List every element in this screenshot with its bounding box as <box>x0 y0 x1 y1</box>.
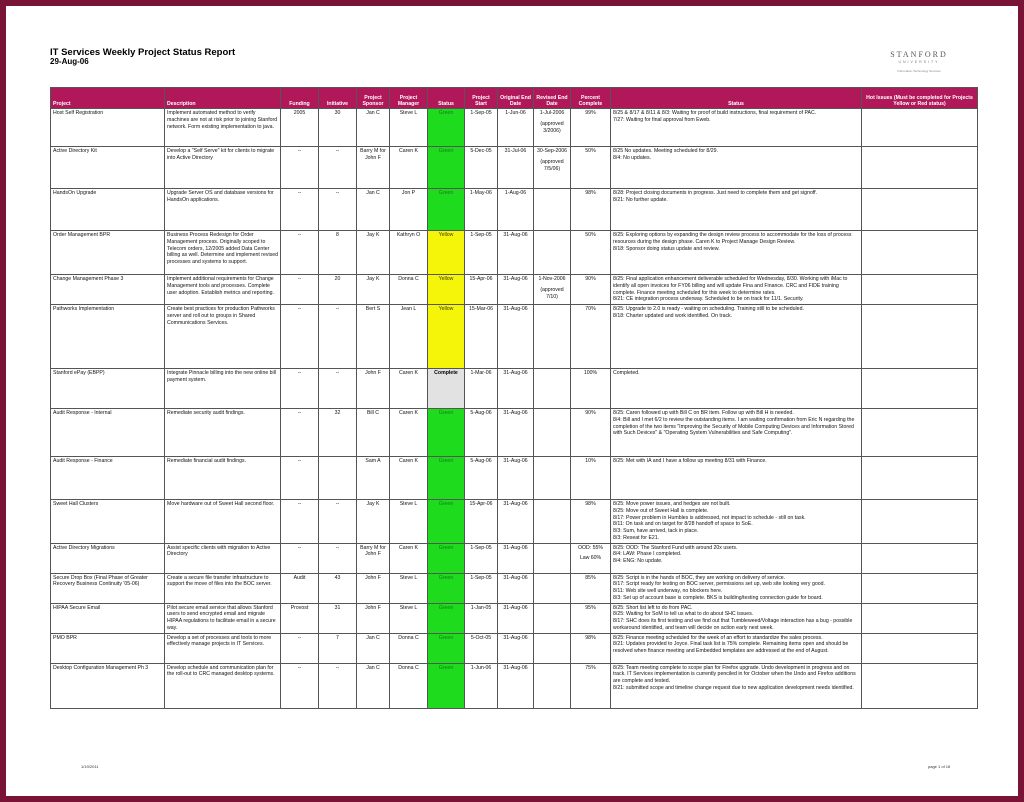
col-description: Description <box>165 88 281 109</box>
status-update-line: 8/25: Met with IA and I have a follow up meeting 8/31 with Finance. <box>613 458 767 464</box>
cell-hot-issues <box>862 189 978 231</box>
table-row <box>51 633 978 663</box>
cell-sponsor: Jan C <box>357 633 390 663</box>
cell-description: Assist specific clients with migration to Active Directory <box>165 543 281 573</box>
table-header-row <box>51 88 978 109</box>
status-update-line: 8/4: LAW: Phase I completed. <box>613 551 682 558</box>
cell-start: 5-Aug-06 <box>465 457 498 500</box>
status-update-line: 8/28: Project closing documents in progress. Just need to complete them and get signoff. <box>613 190 818 196</box>
cell-project: Audit Response - Internal <box>51 409 165 457</box>
report-date: 29-Aug-06 <box>50 57 89 66</box>
logo-wordmark: STANFORD <box>890 50 948 59</box>
cell-orig-end: 31-Aug-06 <box>498 633 534 663</box>
cell-percent <box>571 500 611 544</box>
cell-percent <box>571 369 611 409</box>
cell-manager: Jean L <box>390 305 428 369</box>
col-funding: Funding <box>281 88 319 109</box>
status-update-line: 8/4: No updates. <box>613 154 652 161</box>
cell-percent <box>571 663 611 708</box>
status-update-line: 8/25 No updates. Meeting scheduled for 8/29. <box>613 148 718 154</box>
col-percent: Percent Complete <box>571 88 611 109</box>
cell-orig-end: 31-Aug-06 <box>498 275 534 305</box>
col-rev-end: Revised End Date <box>534 88 571 109</box>
cell-sponsor: Bert S <box>357 305 390 369</box>
status-update-line: 8/21: CE integration process underway. Scheduled to be on track for 11/1. Security. <box>613 296 804 303</box>
rev-end-approval-note: (approved 7/5/06) <box>540 158 564 172</box>
col-manager: Project Manager <box>390 88 428 109</box>
cell-funding: -- <box>281 231 319 275</box>
cell-initiative: 8 <box>319 231 357 275</box>
cell-hot-issues <box>862 305 978 369</box>
cell-initiative: -- <box>319 305 357 369</box>
cell-sponsor: John F <box>357 573 390 603</box>
cell-start: 1-Sep-05 <box>465 543 498 573</box>
percent-value: 90% <box>585 276 596 282</box>
status-update-line: 8/25: Caren followed up with Bill C on BR item. Follow up with Bill H is needed. <box>613 410 794 416</box>
cell-rev-end <box>534 109 571 147</box>
cell-sponsor: Bill C <box>357 409 390 457</box>
status-update-line: 8/3: Set up of account base is complete. BKS is building/testing connection guide for board. <box>613 594 823 601</box>
cell-start: 15-Apr-06 <box>465 275 498 305</box>
cell-status-text <box>611 573 862 603</box>
status-update-line: 8/11: Web site well underway, no blockers here. <box>613 588 723 594</box>
cell-hot-issues <box>862 231 978 275</box>
cell-rev-end <box>534 543 571 573</box>
cell-rev-end <box>534 231 571 275</box>
status-update-line: 8/3: Sum, have arrived, tack in place. <box>613 528 699 534</box>
cell-manager: Caren K <box>390 369 428 409</box>
table-row <box>51 147 978 189</box>
rev-end-date: 30-Sep-2006 <box>537 148 567 154</box>
cell-status-indicator: Green <box>428 109 465 147</box>
cell-status-text <box>611 231 862 275</box>
cell-percent <box>571 189 611 231</box>
status-update-line: 8/25: Waiting for SoM to tell us what to do about SHC issues. <box>613 611 754 618</box>
footer-page-number: page 1 of 18 <box>928 764 951 769</box>
cell-manager: Steve L <box>390 500 428 544</box>
cell-hot-issues <box>862 275 978 305</box>
cell-orig-end: 1-Jun-06 <box>498 109 534 147</box>
status-update-line: 8/25: Upgrade to 2.0 is ready - waiting on scheduling. Training still to be scheduled. <box>613 306 804 312</box>
cell-rev-end <box>534 305 571 369</box>
cell-status-indicator: Green <box>428 663 465 708</box>
cell-project: Stanford ePay (EBPP) <box>51 369 165 409</box>
cell-rev-end <box>534 189 571 231</box>
cell-manager: Steve L <box>390 573 428 603</box>
cell-sponsor: Barry M for John F <box>357 147 390 189</box>
status-update-line: 8/25 & 8/17 & 8/11 & 8/3: Waiting for proof of build instructions, final requirement of PAC. <box>613 110 817 116</box>
cell-percent <box>571 231 611 275</box>
cell-project: Active Directory Migrations <box>51 543 165 573</box>
status-update-line: 8/25: OOD: The Stanford Fund with around 20x users. <box>613 544 738 551</box>
cell-status-text <box>611 275 862 305</box>
cell-status-text <box>611 543 862 573</box>
cell-status-indicator: Complete <box>428 369 465 409</box>
cell-funding: -- <box>281 543 319 573</box>
status-update-line: 8/25: Team meeting complete to scope plan for Firefox upgrade. Undo development in progress and on track. IT Services implementation is currently penciled in for October when the Undo and Firefox additions are complete and tested. <box>613 664 856 684</box>
cell-orig-end: 31-Aug-06 <box>498 603 534 633</box>
cell-funding: -- <box>281 369 319 409</box>
cell-description: Create best practices for production Pathworks server and roll out to groups in Shared Communications Services. <box>165 305 281 369</box>
col-hot-issues: Hot Issues (Must be completed for Projects Yellow or Red status) <box>862 88 978 109</box>
table-row <box>51 603 978 633</box>
status-update-line: 8/21: No further update. <box>613 196 668 203</box>
cell-rev-end <box>534 369 571 409</box>
cell-hot-issues <box>862 409 978 457</box>
cell-percent <box>571 409 611 457</box>
cell-percent <box>571 543 611 573</box>
cell-manager: Steve L <box>390 603 428 633</box>
status-update-line: 8/25: Short list left to do from PAC. <box>613 604 693 611</box>
cell-description: Remediate financial audit findings. <box>165 457 281 500</box>
cell-status-text <box>611 189 862 231</box>
cell-initiative: 43 <box>319 573 357 603</box>
rev-end-date: 1-Nov-2006 <box>538 276 566 282</box>
cell-project: Change Management Phase 3 <box>51 275 165 305</box>
status-update-line: 8/11: On task and on target for 8/28 handoff of space to SoE. <box>613 521 753 528</box>
col-sponsor: Project Sponsor <box>357 88 390 109</box>
percent-value: 50% <box>585 232 596 238</box>
cell-funding: Provost <box>281 603 319 633</box>
cell-initiative: 30 <box>319 109 357 147</box>
status-update-line: 7/27: Waiting for final approval from Eweb. <box>613 116 711 123</box>
footer-date: 1/19/2011 <box>81 764 99 769</box>
percent-value: 50% <box>585 148 596 154</box>
col-project: Project <box>51 88 165 109</box>
col-initiative: Initiative <box>319 88 357 109</box>
status-update-line: 8/17: Power problem in Humbles is addressed, not impact to schedule - still on task. <box>613 514 806 521</box>
cell-initiative: -- <box>319 147 357 189</box>
cell-orig-end: 31-Aug-06 <box>498 231 534 275</box>
col-start: Project Start <box>465 88 498 109</box>
cell-orig-end: 31-Aug-06 <box>498 457 534 500</box>
cell-start: 1-Jan-05 <box>465 603 498 633</box>
cell-manager: Donna C <box>390 275 428 305</box>
table-row <box>51 231 978 275</box>
cell-manager: Donna C <box>390 633 428 663</box>
cell-hot-issues <box>862 109 978 147</box>
cell-start: 1-Sep-05 <box>465 231 498 275</box>
cell-manager: Donna C <box>390 663 428 708</box>
cell-rev-end <box>534 457 571 500</box>
cell-project: Pathworks Implementation <box>51 305 165 369</box>
table-row <box>51 189 978 231</box>
table-row <box>51 457 978 500</box>
percent-note: Law 60% <box>579 555 602 562</box>
cell-rev-end <box>534 573 571 603</box>
cell-hot-issues <box>862 633 978 663</box>
status-update-line: 8/4: ENG: No update. <box>613 558 663 564</box>
cell-status-indicator: Green <box>428 189 465 231</box>
cell-description: Create a secure file transfer infrastructure to support the move of files into the BOC server. <box>165 573 281 603</box>
cell-hot-issues <box>862 500 978 544</box>
cell-rev-end <box>534 500 571 544</box>
cell-project: Secure Drop Box (Final Phase of Greater Recovery Business Continuity '05-06) <box>51 573 165 603</box>
table-row <box>51 543 978 573</box>
cell-hot-issues <box>862 147 978 189</box>
cell-funding: -- <box>281 147 319 189</box>
cell-project: Host Self Registration <box>51 109 165 147</box>
percent-value: 85% <box>585 574 596 581</box>
percent-value: 95% <box>585 604 596 611</box>
cell-percent <box>571 147 611 189</box>
cell-orig-end: 31-Aug-06 <box>498 573 534 603</box>
cell-funding: Audit <box>281 573 319 603</box>
cell-description: Pilot secure email service that allows Stanford users to send encrypted email and migrate HIPAA regulations to facilitate email in a secure way. <box>165 603 281 633</box>
cell-rev-end <box>534 603 571 633</box>
cell-percent <box>571 109 611 147</box>
percent-value: 99% <box>585 110 596 116</box>
cell-rev-end <box>534 409 571 457</box>
cell-status-text <box>611 305 862 369</box>
cell-status-indicator: Yellow <box>428 231 465 275</box>
cell-rev-end <box>534 663 571 708</box>
percent-value: 98% <box>585 190 596 196</box>
cell-funding: -- <box>281 457 319 500</box>
cell-percent <box>571 457 611 500</box>
status-update-line: 8/3: Reseat for E21. <box>613 534 660 541</box>
rev-end-date: 1-Jul-2006 <box>539 110 565 116</box>
cell-funding: -- <box>281 663 319 708</box>
percent-value: 100% <box>583 370 598 376</box>
cell-funding: -- <box>281 275 319 305</box>
logo-subtitle: UNIVERSITY <box>898 60 940 64</box>
cell-sponsor: Jan C <box>357 189 390 231</box>
cell-percent <box>571 305 611 369</box>
status-update-line: 8/17: Script ready for testing on BOC server, permissions set up, web site looking very good. <box>613 581 825 588</box>
percent-value: 98% <box>585 501 596 507</box>
cell-orig-end: 31-Aug-06 <box>498 500 534 544</box>
status-update-line: 8/18: Charter updated and work identified. On track. <box>613 312 733 319</box>
col-status-text: Status <box>611 88 862 109</box>
cell-project: HIPAA Secure Email <box>51 603 165 633</box>
cell-sponsor: John F <box>357 369 390 409</box>
cell-funding: -- <box>281 189 319 231</box>
cell-manager: Caren K <box>390 457 428 500</box>
table-body <box>51 109 978 709</box>
cell-project: Sweet Hall Clusters <box>51 500 165 544</box>
report-title: IT Services Weekly Project Status Report <box>50 47 236 58</box>
cell-status-indicator: Green <box>428 409 465 457</box>
table-row <box>51 409 978 457</box>
cell-funding: -- <box>281 409 319 457</box>
cell-manager: Caren K <box>390 147 428 189</box>
cell-hot-issues <box>862 369 978 409</box>
cell-start: 5-Aug-06 <box>465 409 498 457</box>
percent-value: 98% <box>585 634 596 641</box>
cell-hot-issues <box>862 573 978 603</box>
cell-project: Active Directory Kit <box>51 147 165 189</box>
status-update-line: 8/21: Updates provided to Joyce. Final task list is 75% complete. Remaining items open and should be resolved when finance meeting and Embedded templates are addressed at the end of August. <box>613 641 849 654</box>
cell-sponsor: Jan C <box>357 109 390 147</box>
report-page <box>6 6 1018 796</box>
col-status: Status <box>428 88 465 109</box>
table-row <box>51 369 978 409</box>
cell-status-text <box>611 369 862 409</box>
table-row <box>51 275 978 305</box>
cell-orig-end: 1-Aug-06 <box>498 189 534 231</box>
cell-status-text <box>611 409 862 457</box>
cell-start: 15-Mar-06 <box>465 305 498 369</box>
cell-status-indicator: Green <box>428 573 465 603</box>
percent-value: 10% <box>585 458 596 464</box>
cell-orig-end: 31-Aug-06 <box>498 663 534 708</box>
logo-dept: Information Technology Services <box>897 69 941 73</box>
cell-initiative: -- <box>319 500 357 544</box>
cell-description: Develop schedule and communication plan for the roll-out to CRC managed desktop systems. <box>165 663 281 708</box>
cell-funding: -- <box>281 305 319 369</box>
table-row <box>51 305 978 369</box>
cell-start: 15-Apr-06 <box>465 500 498 544</box>
cell-orig-end: 31-Aug-06 <box>498 409 534 457</box>
table-row <box>51 573 978 603</box>
cell-rev-end <box>534 275 571 305</box>
cell-description: Develop a "Self Serve" kit for clients to migrate into Active Directory <box>165 147 281 189</box>
cell-status-indicator: Green <box>428 457 465 500</box>
cell-status-indicator: Green <box>428 543 465 573</box>
cell-orig-end: 31-Aug-06 <box>498 543 534 573</box>
status-update-line: 8/25: Final application enhancement deliverable scheduled for Wednesday, 8/30. Working with iMac to identify all open invoices for FY06 billing and will update Fina and Finance. CRC and FIDE training complete. Finance meeting scheduled for this week to determine rates. <box>613 276 848 296</box>
cell-start: 1-Sep-05 <box>465 109 498 147</box>
cell-sponsor: Sam A <box>357 457 390 500</box>
cell-description: Remediate security audit findings. <box>165 409 281 457</box>
cell-percent <box>571 633 611 663</box>
table-row <box>51 109 978 147</box>
cell-orig-end: 31-Aug-06 <box>498 305 534 369</box>
table-row <box>51 663 978 708</box>
cell-status-indicator: Green <box>428 603 465 633</box>
cell-manager: Kathryn O <box>390 231 428 275</box>
cell-initiative: -- <box>319 189 357 231</box>
cell-description: Integrate Pinnacle billing into the new online bill payment system. <box>165 369 281 409</box>
cell-start: 5-Oct-05 <box>465 633 498 663</box>
status-update-line: 8/25: Finance meeting scheduled for the week of an effort to standardize the sales process. <box>613 634 823 641</box>
cell-start: 1-Sep-05 <box>465 573 498 603</box>
cell-manager: Caren K <box>390 543 428 573</box>
cell-percent <box>571 603 611 633</box>
stanford-logo <box>884 50 954 73</box>
cell-status-text <box>611 633 862 663</box>
cell-funding: 2005 <box>281 109 319 147</box>
cell-funding: -- <box>281 500 319 544</box>
cell-status-text <box>611 147 862 189</box>
cell-status-text <box>611 603 862 633</box>
cell-funding: -- <box>281 633 319 663</box>
cell-status-indicator: Yellow <box>428 275 465 305</box>
percent-value: 75% <box>585 664 596 671</box>
cell-description: Business Process Redesign for Order Management process. Originally scoped to Telecom orders, 12/2005 added Data Center billing as well. Determine and implement revised processes and systems to support. <box>165 231 281 275</box>
cell-status-text <box>611 500 862 544</box>
cell-description: Develop a set of processes and tools to more effectively manage projects in IT Services. <box>165 633 281 663</box>
cell-project: HandsOn Upgrade <box>51 189 165 231</box>
status-update-line: Completed. <box>613 370 640 376</box>
cell-hot-issues <box>862 603 978 633</box>
status-report-table <box>50 87 978 709</box>
cell-start: 1-May-06 <box>465 189 498 231</box>
cell-status-indicator: Green <box>428 500 465 544</box>
table-row <box>51 500 978 544</box>
status-update-line: 8/17: SHC does its first testing and we find out that Tumbleweed/Voltage interaction has a bug - possible workaround identified, and team will decide on action early next week. <box>613 618 853 631</box>
cell-description: Implement automated method to verify machines are not at risk prior to joining Stanford network. Form existing implementation to java. <box>165 109 281 147</box>
cell-status-indicator: Green <box>428 633 465 663</box>
cell-description: Move hardware out of Sweet Hall second floor. <box>165 500 281 544</box>
cell-initiative: -- <box>319 663 357 708</box>
cell-sponsor: Jay K <box>357 500 390 544</box>
cell-description: Implement additional requirements for Change Management tools and processes. Complete user adoption. Establish metrics and reporting. <box>165 275 281 305</box>
cell-status-text <box>611 457 862 500</box>
status-update-line: 8/25: Move power issues, and hedges are not built. <box>613 501 731 507</box>
cell-orig-end: 31-Jul-06 <box>498 147 534 189</box>
cell-hot-issues <box>862 457 978 500</box>
cell-project: Desktop Configuration Management Ph 3 <box>51 663 165 708</box>
cell-sponsor: John F <box>357 603 390 633</box>
cell-start: 5-Dec-05 <box>465 147 498 189</box>
percent-value: 70% <box>585 306 596 312</box>
cell-hot-issues <box>862 663 978 708</box>
cell-initiative: 20 <box>319 275 357 305</box>
cell-status-indicator: Yellow <box>428 305 465 369</box>
cell-sponsor: Jan C <box>357 663 390 708</box>
cell-manager: Jon P <box>390 189 428 231</box>
status-update-line: 8/21: submitted scope and timeline change request due to new application development needs identified. <box>613 684 854 691</box>
cell-initiative: 7 <box>319 633 357 663</box>
status-update-line: 8/18: Sponsor doing status update and review. <box>613 245 720 252</box>
cell-sponsor: Jay K <box>357 275 390 305</box>
cell-project: Order Management BPR <box>51 231 165 275</box>
cell-status-text <box>611 109 862 147</box>
cell-initiative: -- <box>319 543 357 573</box>
status-update-line: 8/25: Move out of Sweet Hall is complete. <box>613 507 709 514</box>
cell-description: Upgrade Server OS and database versions for HandsOn applications. <box>165 189 281 231</box>
cell-rev-end <box>534 633 571 663</box>
cell-start: 1-Mar-06 <box>465 369 498 409</box>
rev-end-approval-note: (approved 7/10) <box>540 286 564 300</box>
cell-percent <box>571 275 611 305</box>
percent-value: 90% <box>585 410 596 416</box>
percent-value: OOD: 55% <box>577 544 604 551</box>
cell-initiative: 32 <box>319 409 357 457</box>
status-update-line: 8/25: Exploring options by expanding the design review process to accommodate for the loss of process resources during the design phase. Caren K to Project Manage Design Review. <box>613 232 852 245</box>
cell-project: Audit Response - Finance <box>51 457 165 500</box>
cell-start: 1-Jun-06 <box>465 663 498 708</box>
cell-status-text <box>611 663 862 708</box>
cell-percent <box>571 573 611 603</box>
cell-rev-end <box>534 147 571 189</box>
cell-initiative <box>319 457 357 500</box>
status-update-line: 8/4: Bill and I met 6/2 to review the outstanding items. I am waiting confirmation from Eric N regarding the completion of the two items "Improving the Security of Mobile Computing Devices and Information Stored with Such Devices" & "Operating System Vulnerabilities and Safe Computing". <box>613 416 855 437</box>
cell-hot-issues <box>862 543 978 573</box>
cell-sponsor: Jay K <box>357 231 390 275</box>
rev-end-approval-note: (approved 3/2006) <box>540 120 564 134</box>
status-update-line: 8/25: Script is in the hands of BOC, they are working on delivery of service. <box>613 574 786 581</box>
col-orig-end: Original End Date <box>498 88 534 109</box>
cell-initiative: -- <box>319 369 357 409</box>
cell-orig-end: 31-Aug-06 <box>498 369 534 409</box>
cell-manager: Caren K <box>390 409 428 457</box>
cell-initiative: 31 <box>319 603 357 633</box>
cell-project: PMO BPR <box>51 633 165 663</box>
cell-sponsor: Barry M for John F <box>357 543 390 573</box>
cell-status-indicator: Green <box>428 147 465 189</box>
cell-manager: Steve L <box>390 109 428 147</box>
